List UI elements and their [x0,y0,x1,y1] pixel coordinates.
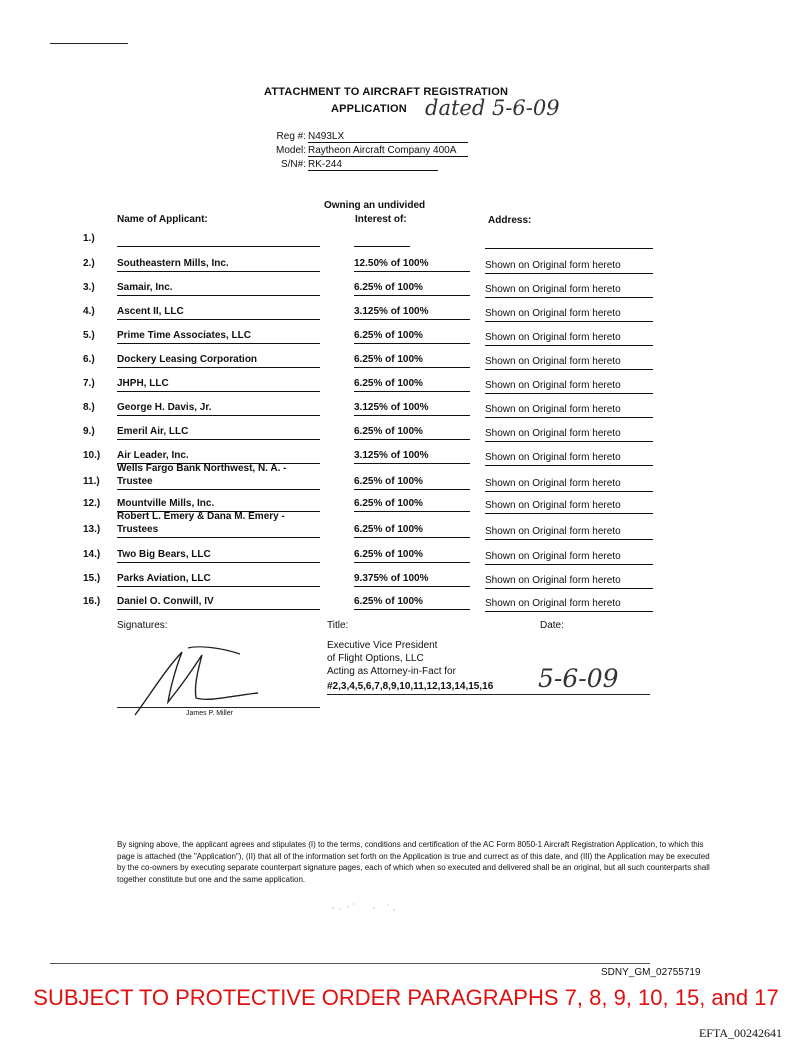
signer-title-line3: Acting as Attorney-in-Fact for [327,666,456,677]
applicant-interest: 6.25% of 100% [354,378,470,392]
applicant-address: Shown on Original form hereto [485,380,653,394]
applicant-interest: 6.25% of 100% [354,524,470,538]
top-scan-rule [50,43,128,44]
applicant-name: Two Big Bears, LLC [117,549,320,563]
row-number: 1.) [83,233,95,244]
applicant-name: Robert L. Emery & Dana M. Emery - [117,511,285,522]
applicant-name: Daniel O. Conwill, IV [117,596,320,610]
column-header-interest-line1: Owning an undivided [324,200,426,211]
row-number: 15.) [83,573,101,584]
applicant-name: JHPH, LLC [117,378,320,392]
applicant-address: Shown on Original form hereto [485,526,653,540]
applicant-name: Emeril Air, LLC [117,426,320,440]
signer-title-line2: of Flight Options, LLC [327,653,424,664]
row-number: 16.) [83,596,101,607]
applicant-interest: 3.125% of 100% [354,450,470,464]
row-number: 4.) [83,306,95,317]
title-label: Title: [327,620,349,631]
sn-label: S/N#: [280,159,306,170]
applicant-address: Shown on Original form hereto [485,356,653,370]
scan-speckle [328,900,408,914]
applicant-interest: 6.25% of 100% [354,426,470,440]
applicant-address: Shown on Original form hereto [485,478,653,492]
applicant-address: Shown on Original form hereto [485,308,653,322]
applicant-address: Shown on Original form hereto [485,260,653,274]
applicant-name: Dockery Leasing Corporation [117,354,320,368]
signatures-label: Signatures: [117,620,168,631]
applicant-interest: 3.125% of 100% [354,306,470,320]
applicant-interest: 6.25% of 100% [354,354,470,368]
row-number: 2.) [83,258,95,269]
row-number: 11.) [83,476,100,487]
applicant-interest: 6.25% of 100% [354,282,470,296]
applicant-interest: 6.25% of 100% [354,596,470,610]
sn-value: RK-244 [308,159,438,171]
model-value: Raytheon Aircraft Company 400A [308,145,468,157]
signer-title-line4: #2,3,4,5,6,7,8,9,10,11,12,13,14,15,16 [327,681,494,692]
applicant-interest: 6.25% of 100% [354,476,470,490]
signature-scribble [130,640,270,720]
applicant-name-line2: Trustees [117,524,320,538]
applicant-name: Ascent II, LLC [117,306,320,320]
applicant-interest: 6.25% of 100% [354,330,470,344]
applicant-address: Shown on Original form hereto [485,551,653,565]
row-number: 3.) [83,282,95,293]
reg-value: N493LX [308,131,468,143]
applicant-interest: 9.375% of 100% [354,573,470,587]
applicant-name: Air Leader, Inc. [117,450,320,464]
signer-name: James P. Miller [186,710,233,717]
applicant-name: George H. Davis, Jr. [117,402,320,416]
applicant-name: Parks Aviation, LLC [117,573,320,587]
handwritten-header-date: dated 5-6-09 [425,96,560,120]
bottom-scan-rule [50,963,650,964]
date-label: Date: [540,620,564,631]
row-number: 7.) [83,378,95,389]
applicant-name: Samair, Inc. [117,282,320,296]
column-header-interest-line2: Interest of: [355,214,407,225]
signature-line [117,707,320,708]
form-title: ATTACHMENT TO AIRCRAFT REGISTRATION [264,86,509,98]
row-number: 6.) [83,354,95,365]
applicant-name: Southeastern Mills, Inc. [117,258,320,272]
signer-title-line1: Executive Vice President [327,640,438,651]
row-number: 14.) [83,549,101,560]
applicant-interest: 6.25% of 100% [354,498,470,512]
applicant-interest: 3.125% of 100% [354,402,470,416]
applicant-address: Shown on Original form hereto [485,332,653,346]
applicant-address: Shown on Original form hereto [485,575,653,589]
row-number: 5.) [83,330,95,341]
bates-number: SDNY_GM_02755719 [601,967,701,978]
applicant-name [117,233,320,247]
applicant-interest: 6.25% of 100% [354,549,470,563]
column-header-name: Name of Applicant: [117,214,208,225]
applicant-address: Shown on Original form hereto [485,428,653,442]
row-number: 9.) [83,426,95,437]
applicant-address: Shown on Original form hereto [485,598,653,612]
row-number: 13.) [83,524,101,535]
row-number: 10.) [83,450,101,461]
title-underline [327,694,527,695]
model-label: Model: [275,145,306,156]
reg-label: Reg #: [276,131,306,142]
applicant-name: Prime Time Associates, LLC [117,330,320,344]
applicant-interest: 12.50% of 100% [354,258,470,272]
applicant-address: Shown on Original form hereto [485,500,653,514]
form-title-line2: APPLICATION [331,103,407,115]
efta-stamp: EFTA_00242641 [698,1026,782,1040]
applicant-interest [354,233,410,247]
applicant-name-line2: Trustee [117,476,320,490]
applicant-name: Mountville Mills, Inc. [117,498,320,512]
applicant-address [485,235,653,249]
date-underline [500,694,650,695]
applicant-address: Shown on Original form hereto [485,452,653,466]
handwritten-signature-date: 5-6-09 [538,664,619,693]
applicant-address: Shown on Original form hereto [485,404,653,418]
row-number: 12.) [83,498,101,509]
column-header-address: Address: [488,215,532,226]
row-number: 8.) [83,402,95,413]
protective-order-notice: SUBJECT TO PROTECTIVE ORDER PARAGRAPHS 7, 8, 9, 10, 15, and 17 [33,985,779,1010]
applicant-name: Wells Fargo Bank Northwest, N. A. - [117,463,287,474]
fine-print-paragraph: By signing above, the applicant agrees and stipulates (I) to the terms, conditions and certification of the AC Form 8050-1 Aircraft Registration Application, to which this page is attached (the "Application"), (II) that all of the information set forth on the Application is true and currect as of this date, and (III) the Application may be executed by the co-owners by executing separate counterpart signature pages, each of which when so executed and delivered shall be an original, but all such counterparts shall together constitute but one and the same application. [117,840,710,884]
applicant-address: Shown on Original form hereto [485,284,653,298]
